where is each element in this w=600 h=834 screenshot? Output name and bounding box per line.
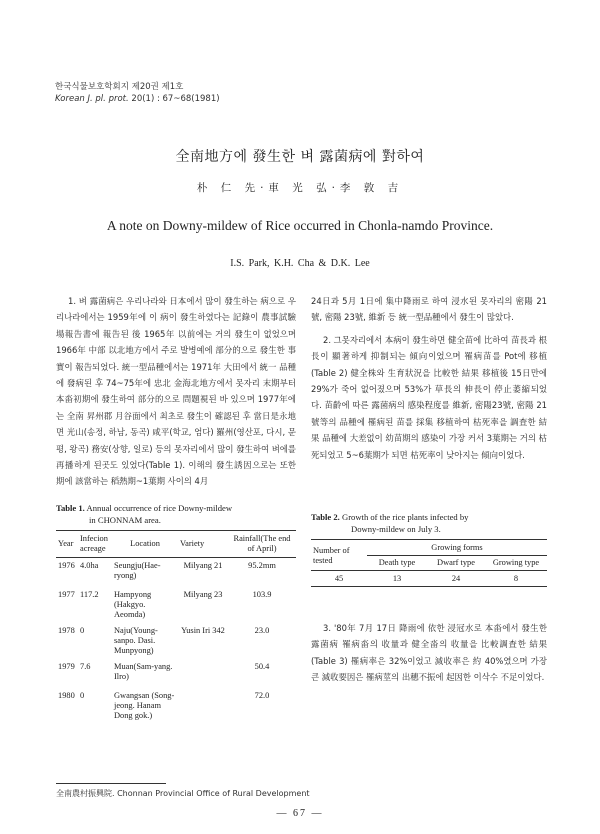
table1-cell-location: Muan(Sam-yang. Ilro): [114, 661, 173, 681]
table1-cell-acreage: 0: [80, 690, 85, 700]
table1-cell-acreage: 4.0ha: [80, 561, 99, 570]
table-row: [56, 623, 296, 659]
body-right-column: [311, 293, 547, 463]
table-row: [311, 571, 547, 587]
table1-cell-location: Naju(Young-sanpo. Dasi. Munpyong): [114, 625, 158, 655]
table2-subheader-growing: Growing type: [492, 558, 540, 567]
table-row: [56, 688, 296, 724]
table1-cell-acreage: 7.6: [80, 661, 91, 671]
body-left-column: [56, 293, 296, 490]
table1-cell-acreage: 117.2: [80, 589, 99, 599]
paragraph: 2. 그못자리에서 本病이 發生하면 健全苗에 比하여 苗長과 根長이 顯著하게 抑制되는 傾向이었으며 罹病苗를 Pot에 移植(Table 2) 健全株와 生育狀況을 比較한 結果 移植後 15日만에 29%가 죽어 없어졌으며 53%가 草長의 伸長이 停止萎縮되었다. 苗齡에 따른 露菌病의 感染程度를 維新, 密陽23號, 密陽 21號等의 品種에 罹病된 苗를 採集 移植하여 枯死率을 調査한 結果 品種에 大差없이 幼苗期의 感染이 가장 커서 3葉期는 거의 枯死되었고 5~6葉期가 되면 枯死率이 낮아지는 傾向이었다.: [311, 334, 547, 460]
table2-label: Table 2.: [311, 512, 340, 522]
title-english: A note on Downy-mildew of Rice occurred in Chonla-namdo Province.: [106, 218, 494, 233]
table1-cell-rainfall: 72.0: [254, 690, 270, 700]
table-row: [56, 587, 296, 623]
table1-cell-variety: Milyang 21: [183, 561, 223, 570]
table1-caption-line1: Annual occurrence of rice Downy-mildew: [86, 503, 233, 513]
journal-english-ref: 20(1) : 67~68(1981): [128, 94, 220, 104]
table-row: [56, 659, 296, 688]
journal-korean: 한국식물보호학회지 제20권 제1호: [55, 82, 184, 92]
table1-cell-year: 1978: [58, 625, 75, 635]
authors-korean: 朴 仁 先·車 光 弘·李 敦 吉: [196, 182, 404, 194]
table-row: [56, 558, 296, 587]
footnote: 全南農村振興院. Chonnan Provincial Office of Rural Development: [56, 789, 310, 798]
table1-cell-year: 1980: [58, 690, 75, 700]
table1-header-location: Location: [112, 531, 178, 558]
table1-cell-rainfall: 95.2mm: [248, 561, 276, 570]
table2-subheader-dwarf: Dwarf type: [437, 558, 475, 567]
table1-cell-year: 1979: [58, 661, 75, 671]
table1-label: Table 1.: [56, 503, 85, 513]
table1-cell-year: 1977: [58, 589, 75, 599]
paragraph: 24日과 5月 1日에 集中降雨로 하여 浸水된 못자리의 密陽 21號, 密陽 23號, 維新 등 統一型品種에서 發生이 많았다.: [311, 296, 547, 323]
paragraph: 1. 벼 露菌病은 우리나라와 日本에서 많이 發生하는 病으로 우리나라에서는 1959年에 이 病이 發生하였다는 記錄이 農事試驗場報告書에 報告된 後 1965年 以前에는 거의 發生이 없었으며 1966年 中部 以北地方에서 주로 발병예에 部分的으로 發生한 事實이 報告되었다. 統一型品種에서는 1971年 大田에서 統一 品種에 發病된 후 74~75年에 忠北 金海北地方에서 못자리 末期부터 本畓初期에 發生하여 部分的으로 問題視된 바 있으며 1977年에는 全南 昇州郡 月谷面에서 최초로 發生이 確認된 후 當日是永地면 光山(송정, 하남, 동곡) 咸平(학교, 엄다) 羅州(영산포, 다시, 문평, 왕곡) 務安(상향, 일로) 등의 못자리에서 많이 發生하여 벼에를 再播하게 된곳도 있었다(Table 1). 이해의 發生誘因으로는 또한 期에 該當하는 稻熱期~1葉期 사이의 4月: [56, 296, 296, 487]
table1-cell-rainfall: 23.0: [254, 625, 270, 635]
page-number: — 67 —: [276, 808, 324, 819]
table1-cell-location: Gwangsan (Song-jeong. Hanam Dong gok.): [114, 690, 175, 720]
table1-cell-rainfall: 50.4: [254, 661, 270, 671]
table1-cell-variety: Yusin Iri 342: [181, 625, 225, 635]
table2-caption-line2: Downy-mildew on July 3.: [351, 524, 441, 534]
table2-cell-tested: 45: [334, 574, 344, 583]
table1-header-acreage: Infecion acreage: [78, 531, 112, 558]
table2-top-rule: [311, 539, 547, 540]
table1-header-variety: Variety: [178, 531, 228, 558]
table1-header-rainfall: Rainfall(The end of April): [228, 531, 296, 558]
table2-cell-death: 13: [392, 574, 402, 583]
table2-subheader-death: Death type: [378, 558, 416, 567]
table2-header-growing-forms: Growing forms: [367, 541, 547, 556]
journal-english-name: Korean J. pl. prot.: [55, 94, 129, 104]
table1-cell-variety: [178, 688, 228, 724]
table1-cell-variety: [178, 659, 228, 688]
table2-caption-line1: Growth of the rice plants infected by: [341, 512, 469, 522]
table1-cell-rainfall: 103.9: [252, 589, 272, 599]
journal-english: [55, 93, 220, 105]
footnote-rule: [56, 783, 166, 784]
paragraph: 3. '80年 7月 17日 降雨에 依한 浸冠水로 本畓에서 發生한 露菌病 罹病畓의 收量과 健全畓의 收量을 比較調査한 結果(Table 3) 罹病率은 32%이었고 減收率은 約 40%였으며 가장 큰 減收要因은 罹病莖의 出穗不振에 起因한 이삭수 不足이었다.: [311, 623, 547, 683]
table2-header-tested: Number of tested: [313, 545, 350, 565]
table2-caption: [311, 511, 547, 535]
table1-cell-variety: Milyang 23: [183, 589, 223, 599]
table1-caption-line2: in CHONNAM area.: [89, 515, 161, 525]
journal-citation: [55, 81, 220, 105]
table1-cell-acreage: 0: [80, 625, 85, 635]
table2-cell-growing: 8: [513, 574, 519, 583]
table1-caption: [56, 502, 296, 526]
table1-header-year: Year: [56, 531, 78, 558]
table2: [311, 541, 547, 587]
table2-cell-dwarf: 24: [451, 574, 461, 583]
authors-english: I.S. Park, K.H. Cha & D.K. Lee: [230, 258, 370, 269]
table1: [56, 530, 296, 724]
table1-cell-location: Hampyong (Hakgyo. Aeomda): [114, 589, 152, 619]
table1-cell-location: Seungju(Hae-ryong): [114, 561, 161, 580]
title-korean: 全南地方에 發生한 벼 露菌病에 對하여: [175, 149, 425, 165]
body-right-column-lower: [311, 620, 547, 686]
table1-cell-year: 1976: [58, 561, 75, 570]
